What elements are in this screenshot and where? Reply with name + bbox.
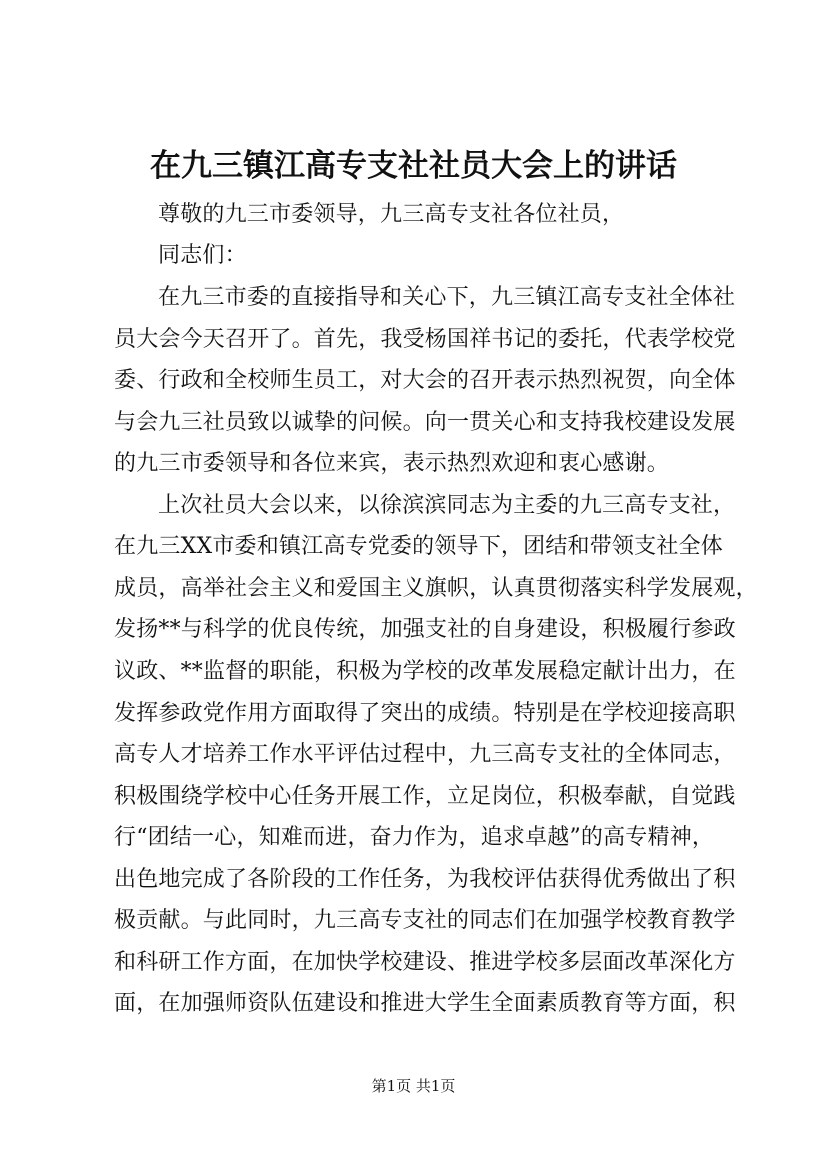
paragraph-line: 出色地完成了各阶段的工作任务，为我校评估获得优秀做出了积 [114,867,736,892]
paragraph-line: 发挥参政党作用方面取得了突出的成绩。特别是在学校迎接高职 [114,701,736,726]
document-title: 在九三镇江高专支社社员大会上的讲话 [150,148,677,184]
paragraph-line: 积极围绕学校中心任务开展工作，立足岗位，积极奉献，自觉践 [114,784,736,809]
paragraph-line: 和科研工作方面，在加快学校建设、推进学校多层面改革深化方 [114,950,736,975]
paragraph-line: 委、行政和全校师生员工，对大会的召开表示热烈祝贺，向全体 [114,368,736,393]
paragraph-line: 议政、**监督的职能，积极为学校的改革发展稳定献计出力，在 [114,659,736,684]
page-number-footer: 第1页 共1页 [371,1077,456,1095]
paragraph-line: 的九三市委领导和各位来宾，表示热烈欢迎和衷心感谢。 [114,451,670,476]
paragraph-line: 上次社员大会以来，以徐滨滨同志为主委的九三高专支社， [158,493,736,518]
paragraph-line: 员大会今天召开了。首先，我受杨国祥书记的委托，代表学校党 [114,327,736,352]
paragraph-line: 在九三市委的直接指导和关心下，九三镇江高专支社全体社 [158,285,736,310]
paragraph-line: 发扬**与科学的优良传统，加强支社的自身建设，积极履行参政 [114,617,736,642]
paragraph-line: 面，在加强师资队伍建设和推进大学生全面素质教育等方面，积 [114,991,736,1016]
paragraph-line: 高专人才培养工作水平评估过程中，九三高专支社的全体同志， [114,742,736,767]
paragraph-line: 行“团结一心，知难而进，奋力作为，追求卓越”的高专精神， [114,825,715,850]
paragraph-line: 在九三XX市委和镇江高专党委的领导下，团结和带领支社全体 [114,534,723,559]
paragraph-line: 与会九三社员致以诚挚的问候。向一贯关心和支持我校建设发展 [114,410,736,435]
paragraph-line: 极贡献。与此同时，九三高专支社的同志们在加强学校教育教学 [114,908,736,933]
salutation-line: 尊敬的九三市委领导，九三高专支社各位社员， [158,202,625,227]
salutation-line: 同志们： [158,243,247,268]
paragraph-line: 成员，高举社会主义和爱国主义旗帜，认真贯彻落实科学发展观， [114,576,758,601]
